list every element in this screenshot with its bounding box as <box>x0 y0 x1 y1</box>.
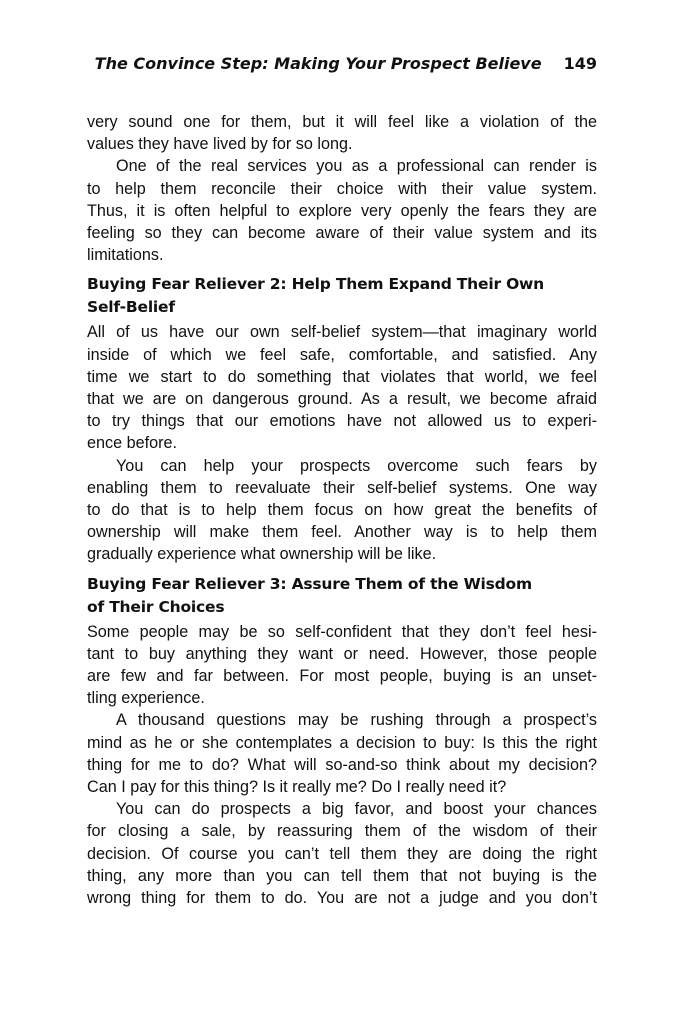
text-line: Some people may be so self-confident that they don’t feel hesi- <box>87 622 597 641</box>
heading-line: Buying Fear Reliever 2: Help Them Expand Their Own <box>87 275 545 294</box>
text-line: decision. Of course you can’t tell them they are doing the right <box>87 844 597 863</box>
text-line: All of us have our own self-belief system—that imaginary world <box>87 323 597 342</box>
section-heading <box>87 573 597 619</box>
text-line: thing for me to do? What will so-and-so think about my decision? <box>87 755 597 774</box>
text-line: for closing a sale, by reassuring them of the wisdom of their <box>87 822 597 841</box>
page-number: 149 <box>563 54 597 73</box>
text-line: feeling so they can become aware of their value system and its <box>87 224 597 243</box>
text-line: mind as he or she contemplates a decision to buy: Is this the right <box>87 733 597 752</box>
text-line: that we are on dangerous ground. As a result, we become afraid <box>87 390 597 409</box>
text-line: are few and far between. For most people, buying is an unset- <box>87 667 597 686</box>
text-line: You can do prospects a big favor, and boost your chances <box>116 800 597 819</box>
text-line: tling experience. <box>87 689 205 708</box>
text-line: inside of which we feel safe, comfortable, and satisfied. Any <box>87 345 597 364</box>
text-line: thing, any more than you can tell them that not buying is the <box>87 866 597 885</box>
heading-line: of Their Choices <box>87 597 225 616</box>
paragraph <box>87 111 597 155</box>
heading-line: Self-Belief <box>87 298 175 317</box>
text-line: time we start to do something that violates that world, we feel <box>87 367 597 386</box>
text-line: You can help your prospects overcome such fears by <box>116 456 597 475</box>
text-line: to do that is to help them focus on how great the benefits of <box>87 501 597 520</box>
paragraph <box>87 709 597 798</box>
text-line: values they have lived by for so long. <box>87 135 353 154</box>
paragraph <box>87 455 597 566</box>
text-line: very sound one for them, but it will feel like a violation of the <box>87 113 597 131</box>
text-line: Thus, it is often helpful to explore very openly the fears they are <box>87 201 597 220</box>
text-line: limitations. <box>87 246 164 265</box>
body-text <box>87 111 597 909</box>
paragraph <box>87 321 597 454</box>
running-head <box>87 53 597 75</box>
text-line: to help them reconcile their choice with their value system. <box>87 179 597 198</box>
paragraph <box>87 798 597 909</box>
heading-line: Buying Fear Reliever 3: Assure Them of the Wisdom <box>87 574 532 593</box>
text-line: enabling them to reevaluate their self-belief systems. One way <box>87 478 597 497</box>
text-line: ownership will make them feel. Another way is to help them <box>87 523 597 542</box>
paragraph <box>87 621 597 710</box>
text-line: ence before. <box>87 434 177 453</box>
text-line: tant to buy anything they want or need. However, those people <box>87 644 597 663</box>
text-line: Can I pay for this thing? Is it really me? Do I really need it? <box>87 778 507 797</box>
text-line: to try things that our emotions have not allowed us to experi- <box>87 412 597 431</box>
text-line: gradually experience what ownership will be like. <box>87 545 437 564</box>
paragraph <box>87 155 597 266</box>
text-line: One of the real services you as a professional can render is <box>116 157 597 176</box>
text-line: wrong thing for them to do. You are not a judge and you don’t <box>87 889 597 908</box>
running-head-title: The Convince Step: Making Your Prospect Believe <box>94 54 542 73</box>
text-line: A thousand questions may be rushing through a prospect’s <box>116 711 597 730</box>
section-heading <box>87 273 597 319</box>
